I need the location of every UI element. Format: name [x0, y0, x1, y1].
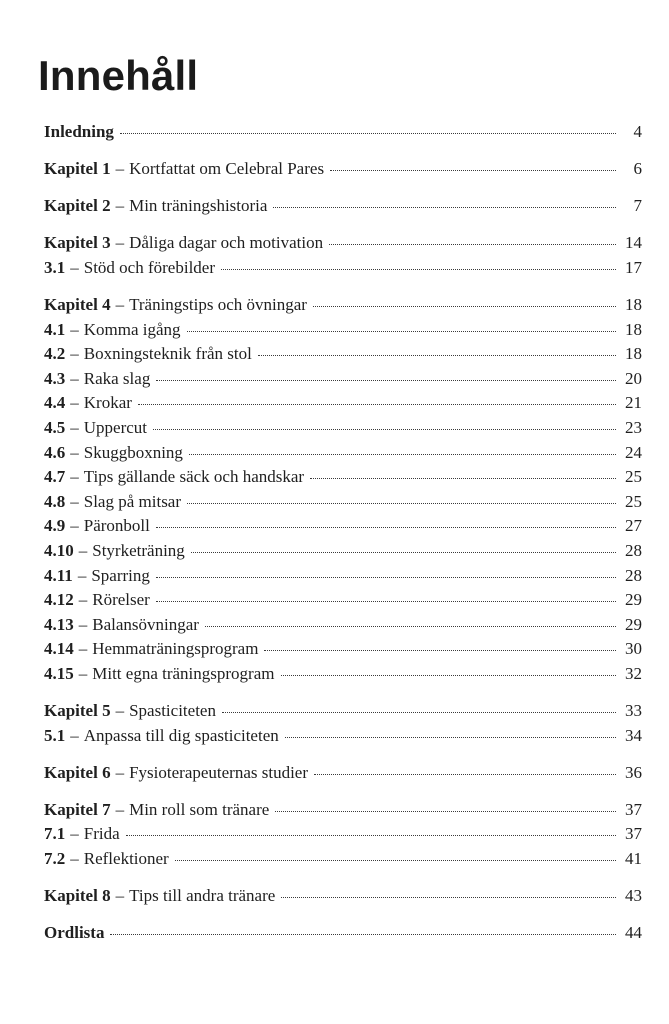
- dot-leader: [275, 811, 616, 812]
- toc-entry: [44, 194, 642, 219]
- toc-entry-number: 4.15: [44, 663, 74, 683]
- toc-entry-page: 27: [625, 516, 642, 536]
- toc-entry: [44, 637, 642, 662]
- toc-entry-title: Raka slag: [83, 368, 151, 388]
- toc-entry-page: 37: [625, 799, 642, 819]
- toc-entry: [44, 847, 642, 872]
- toc-entry-title: Styrketräning: [92, 540, 185, 560]
- dot-leader: [187, 503, 616, 504]
- toc-entry-number: 4.4: [44, 393, 66, 413]
- toc-entry-page: 4: [633, 122, 642, 141]
- toc-entry-dash: –: [70, 257, 79, 277]
- toc-entry-number: 7.2: [44, 848, 66, 868]
- toc-entry-number: 4.8: [44, 491, 66, 511]
- toc-entry: [44, 293, 642, 318]
- toc-entry-title: Fysioterapeuternas studier: [129, 762, 309, 782]
- toc-entry-number: Kapitel 4: [44, 294, 111, 314]
- dot-leader: [156, 380, 616, 381]
- table-of-contents: [44, 120, 642, 946]
- toc-entry-number: Kapitel 2: [44, 196, 111, 216]
- toc-entry-dash: –: [115, 762, 125, 782]
- toc-entry-title: Tips gällande säck och handskar: [83, 467, 305, 487]
- toc-entry-number: 4.1: [44, 319, 66, 339]
- toc-entry-number: 4.2: [44, 344, 66, 364]
- toc-entry-page: 23: [625, 417, 642, 437]
- toc-entry: [44, 662, 642, 687]
- dot-leader: [273, 207, 616, 208]
- dot-leader: [189, 454, 616, 455]
- toc-entry: [44, 761, 642, 786]
- toc-entry: [44, 231, 642, 256]
- toc-entry: [44, 157, 642, 182]
- toc-entry-dash: –: [70, 467, 79, 487]
- toc-entry-page: 37: [625, 824, 642, 844]
- toc-entry-dash: –: [77, 565, 87, 585]
- toc-entry-number: 4.7: [44, 467, 66, 487]
- toc-entry-title: Krokar: [83, 393, 132, 413]
- toc-entry-page: 20: [625, 368, 642, 388]
- dot-leader: [281, 897, 616, 898]
- toc-entry: [44, 564, 642, 589]
- toc-entry-page: 14: [625, 233, 642, 253]
- dot-leader: [264, 650, 616, 651]
- toc-entry-number: 4.5: [44, 417, 66, 437]
- dot-leader: [187, 331, 616, 332]
- toc-entry: [44, 490, 642, 515]
- toc-entry-title: Träningstips och övningar: [129, 294, 307, 314]
- dot-leader: [156, 601, 616, 602]
- dot-leader: [313, 306, 616, 307]
- dot-leader: [222, 712, 616, 713]
- dot-leader: [285, 737, 616, 738]
- toc-entry-title: Reflektioner: [83, 848, 169, 868]
- toc-entry: [44, 465, 642, 490]
- toc-entry-number: Kapitel 6: [44, 762, 111, 782]
- toc-entry-page: 7: [633, 196, 642, 216]
- toc-entry-number: Kapitel 7: [44, 799, 111, 819]
- toc-entry-dash: –: [70, 319, 79, 339]
- toc-entry: [44, 391, 642, 416]
- dot-leader: [329, 244, 616, 245]
- toc-entry-dash: –: [78, 590, 88, 610]
- dot-leader: [330, 170, 616, 171]
- toc-entry-title: Skuggboxning: [83, 442, 183, 462]
- toc-entry-page: 6: [633, 159, 642, 179]
- toc-entry: [44, 822, 642, 847]
- toc-entry-dash: –: [115, 700, 125, 720]
- toc-entry-title: Komma igång: [83, 319, 181, 339]
- toc-entry-page: 33: [625, 700, 642, 720]
- toc-entry-dash: –: [115, 294, 125, 314]
- toc-entry: [44, 539, 642, 564]
- toc-entry-title: Frida: [83, 824, 120, 844]
- toc-entry-page: 24: [625, 442, 642, 462]
- toc-entry-number: Kapitel 3: [44, 233, 111, 253]
- dot-leader: [281, 675, 617, 676]
- toc-entry-page: 21: [625, 393, 642, 413]
- toc-entry-dash: –: [115, 196, 125, 216]
- toc-entry: [44, 884, 642, 909]
- toc-entry-number: 5.1: [44, 725, 66, 745]
- dot-leader: [314, 774, 616, 775]
- toc-entry-dash: –: [78, 614, 88, 634]
- toc-entry: [44, 613, 642, 638]
- toc-entry-dash: –: [70, 393, 79, 413]
- toc-entry: [44, 699, 642, 724]
- toc-entry-number: 4.14: [44, 639, 74, 659]
- toc-entry: [44, 441, 642, 466]
- toc-entry-number: Kapitel 1: [44, 159, 111, 179]
- toc-entry-dash: –: [70, 848, 79, 868]
- toc-entry-title: Tips till andra tränare: [129, 886, 276, 906]
- toc-entry-number: 7.1: [44, 824, 66, 844]
- toc-entry-title: Min träningshistoria: [129, 196, 268, 216]
- toc-entry-page: 18: [625, 294, 642, 314]
- toc-entry-page: 18: [625, 319, 642, 339]
- toc-entry-number: 4.3: [44, 368, 66, 388]
- toc-entry-title: Hemmaträningsprogram: [92, 639, 259, 659]
- toc-entry-number: 4.11: [44, 565, 73, 585]
- toc-entry-title: Stöd och förebilder: [83, 257, 215, 277]
- toc-entry-title: Sparring: [91, 565, 150, 585]
- toc-entry-page: 28: [625, 565, 642, 585]
- toc-entry-title: Rörelser: [92, 590, 150, 610]
- toc-entry-title: Min roll som tränare: [129, 799, 270, 819]
- toc-entry: [44, 318, 642, 343]
- toc-entry: [44, 514, 642, 539]
- toc-entry-number: Inledning: [44, 122, 114, 141]
- dot-leader: [120, 133, 616, 134]
- toc-entry-page: 25: [625, 467, 642, 487]
- toc-entry-dash: –: [70, 491, 79, 511]
- toc-entry-dash: –: [78, 540, 88, 560]
- toc-entry-title: Uppercut: [83, 417, 148, 437]
- dot-leader: [110, 934, 616, 935]
- toc-entry-dash: –: [70, 725, 79, 745]
- toc-entry-dash: –: [70, 368, 79, 388]
- toc-entry-number: Kapitel 8: [44, 886, 111, 906]
- toc-entry-page: 29: [625, 590, 642, 610]
- toc-entry-title: Dåliga dagar och motivation: [129, 233, 324, 253]
- dot-leader: [156, 527, 616, 528]
- toc-entry-page: 32: [625, 663, 642, 683]
- toc-entry-page: 41: [625, 848, 642, 868]
- toc-entry-number: 4.13: [44, 614, 74, 634]
- dot-leader: [126, 835, 616, 836]
- toc-entry: [44, 921, 642, 946]
- toc-entry-page: 30: [625, 639, 642, 659]
- toc-entry-dash: –: [115, 159, 125, 179]
- toc-entry-number: 3.1: [44, 257, 66, 277]
- toc-entry-page: 34: [625, 725, 642, 745]
- toc-entry-number: 4.12: [44, 590, 74, 610]
- toc-entry-dash: –: [115, 799, 125, 819]
- toc-entry-page: 28: [625, 540, 642, 560]
- toc-entry-title: Spasticiteten: [129, 700, 216, 720]
- toc-entry-number: 4.6: [44, 442, 66, 462]
- toc-entry-dash: –: [78, 639, 88, 659]
- toc-entry-number: Ordlista: [44, 923, 105, 943]
- toc-entry-page: 29: [625, 614, 642, 634]
- dot-leader: [310, 478, 616, 479]
- toc-entry-page: 43: [625, 886, 642, 906]
- dot-leader: [205, 626, 616, 627]
- toc-entry: [44, 416, 642, 441]
- toc-entry-number: 4.10: [44, 540, 74, 560]
- toc-entry-dash: –: [70, 344, 79, 364]
- toc-entry-number: Kapitel 5: [44, 700, 111, 720]
- toc-entry-title: Kortfattat om Celebral Pares: [129, 159, 325, 179]
- toc-entry: [44, 256, 642, 281]
- toc-entry: [44, 342, 642, 367]
- toc-entry-page: 17: [625, 257, 642, 277]
- dot-leader: [221, 269, 616, 270]
- toc-entry-page: 44: [625, 923, 642, 943]
- page-title: Innehåll: [38, 52, 199, 99]
- toc-entry-page: 18: [625, 344, 642, 364]
- toc-entry-dash: –: [70, 442, 79, 462]
- toc-entry: [44, 724, 642, 749]
- toc-entry-page: 25: [625, 491, 642, 511]
- toc-entry-number: 4.9: [44, 516, 66, 536]
- toc-entry-dash: –: [70, 516, 79, 536]
- dot-leader: [191, 552, 616, 553]
- toc-entry-page: 36: [625, 762, 642, 782]
- toc-entry-dash: –: [70, 824, 79, 844]
- dot-leader: [153, 429, 616, 430]
- toc-entry-dash: –: [78, 663, 88, 683]
- toc-entry: [44, 367, 642, 392]
- toc-entry-dash: –: [115, 233, 125, 253]
- dot-leader: [156, 577, 616, 578]
- toc-entry-dash: –: [70, 417, 79, 437]
- dot-leader: [258, 355, 616, 356]
- toc-entry-title: Slag på mitsar: [83, 491, 182, 511]
- toc-entry-dash: –: [115, 886, 125, 906]
- toc-entry-title: Boxningsteknik från stol: [83, 344, 252, 364]
- dot-leader: [175, 860, 616, 861]
- toc-entry-title: Balansövningar: [92, 614, 199, 634]
- toc-entry-title: Päronboll: [83, 516, 150, 536]
- dot-leader: [138, 404, 616, 405]
- toc-entry-title: Mitt egna träningsprogram: [92, 663, 275, 683]
- toc-entry: [44, 120, 642, 145]
- toc-entry: [44, 798, 642, 823]
- toc-entry-title: Anpassa till dig spasticiteten: [83, 725, 279, 745]
- toc-entry: [44, 588, 642, 613]
